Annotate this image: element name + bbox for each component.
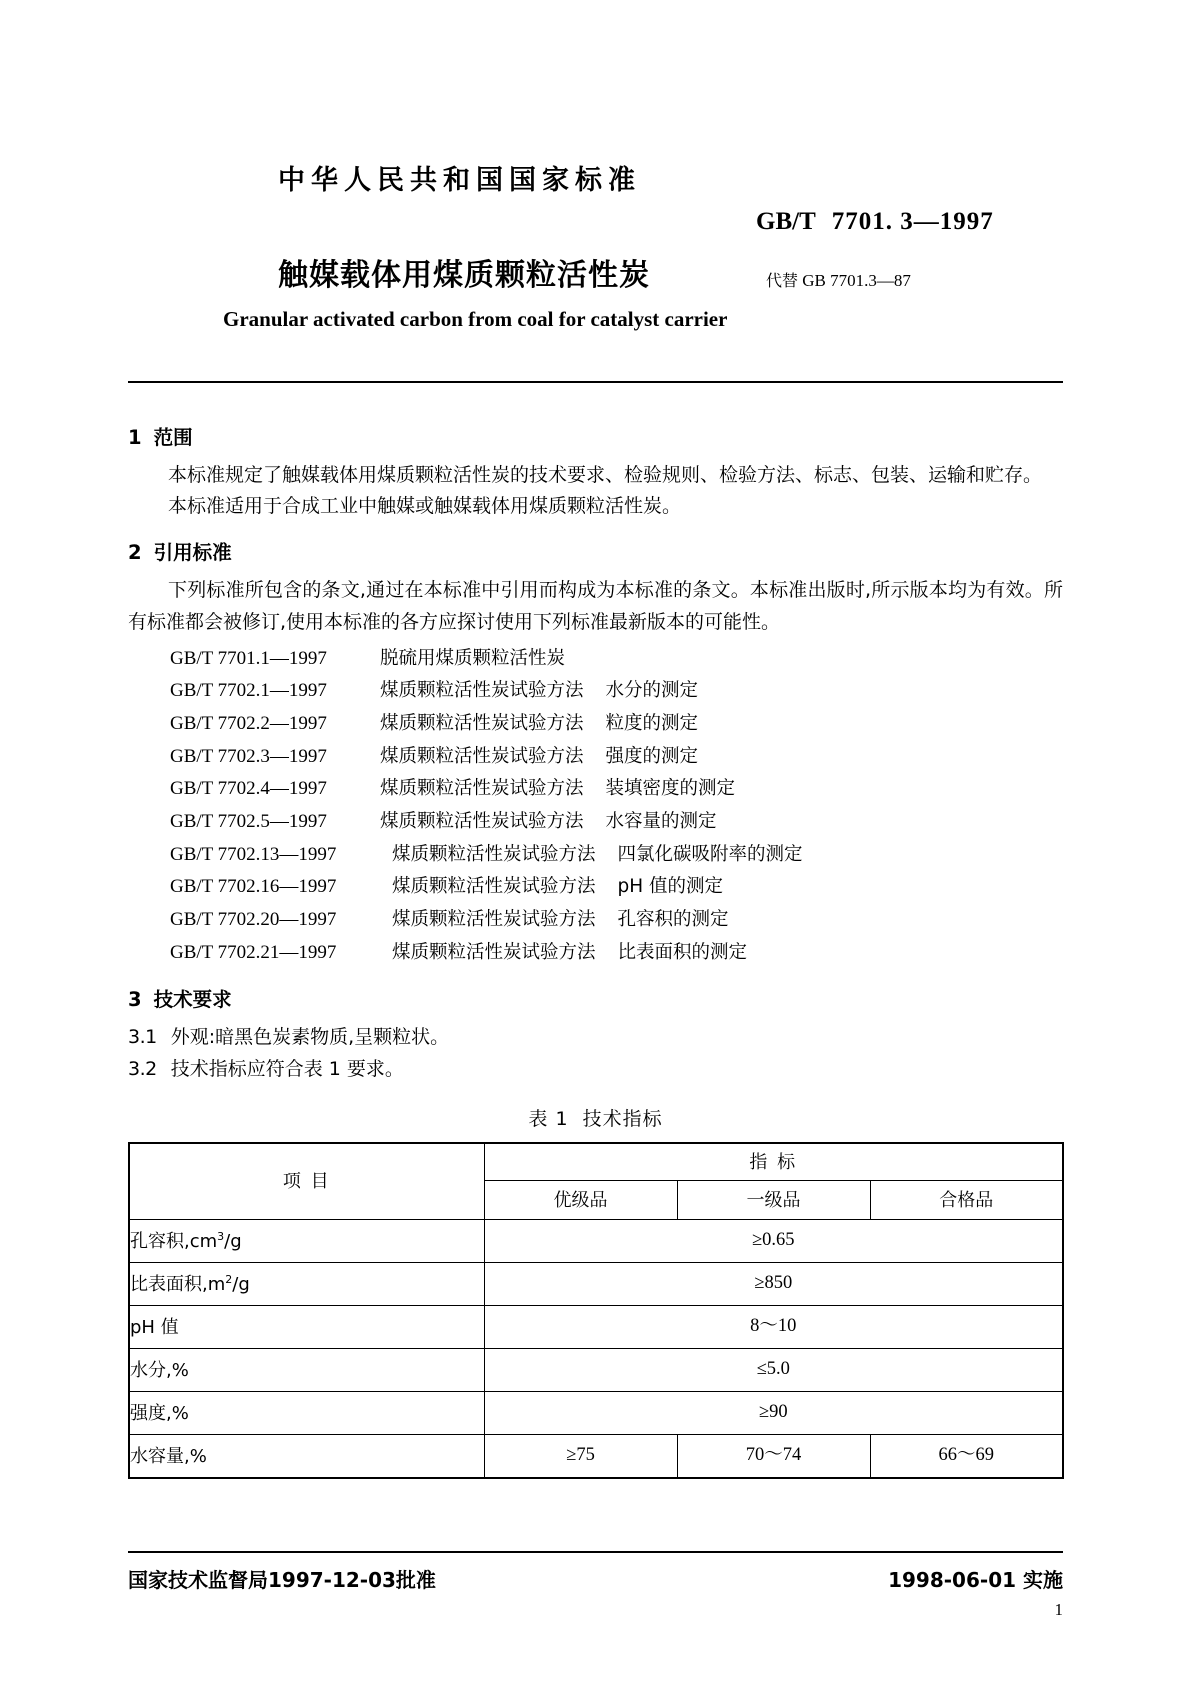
page-footer [128,1564,1063,1593]
table-row [129,1435,1063,1479]
clause-3-2-text: 技术指标应符合表 1 要求。 [170,1058,404,1081]
page-number: 1 [1054,1600,1063,1619]
technical-specification-table [128,1142,1064,1479]
document-body [128,408,1063,1479]
reference-title: 煤质颗粒活性炭试验方法 [392,843,596,865]
table-row [129,1220,1063,1263]
row-value-pore-volume: ≥0.65 [484,1220,1063,1263]
reference-subtitle: 装填密度的测定 [605,778,736,800]
list-item [128,806,1063,839]
reference-code: GB/T 7701.1—1997 [170,647,327,669]
standard-prefix: GB/T [756,208,816,235]
reference-code: GB/T 7702.13—1997 [170,843,337,865]
clause-3-1-number: 3.1 [128,1026,157,1049]
row-value-ph: 8～10 [484,1306,1063,1349]
table-row [129,1349,1063,1392]
reference-title: 煤质颗粒活性炭试验方法 [392,941,596,963]
header-divider [128,381,1063,383]
reference-title: 煤质颗粒活性炭试验方法 [392,876,596,898]
reference-subtitle: 水容量的测定 [605,811,717,833]
reference-code: GB/T 7702.16—1997 [170,876,337,898]
reference-code: GB/T 7702.3—1997 [170,745,327,767]
reference-code: GB/T 7702.20—1997 [170,909,337,931]
list-item [128,871,1063,904]
reference-title: 煤质颗粒活性炭试验方法 [380,811,584,833]
reference-code: GB/T 7702.1—1997 [170,680,327,702]
section-heading-2 [128,537,1063,569]
section-1-label: 范围 [153,426,193,449]
column-header-grade-premium: 优级品 [484,1181,677,1220]
reference-title: 煤质颗粒活性炭试验方法 [380,713,584,735]
referenced-standards-list [128,643,1063,970]
row-value-water-capacity-premium: ≥75 [484,1435,677,1479]
row-label-tail: /g [232,1273,250,1295]
row-label-ph: pH 值 [129,1306,484,1349]
list-item [128,904,1063,937]
standard-number-value: 7701. 3—1997 [831,208,994,235]
list-item [128,741,1063,774]
list-item [128,937,1063,970]
clause-3-2 [128,1053,1063,1085]
column-header-grade-qualified: 合格品 [870,1181,1063,1220]
footer-divider [128,1551,1063,1553]
column-header-item: 项 目 [129,1143,484,1220]
reference-subtitle: 粒度的测定 [605,713,699,735]
replaces-note [766,268,911,291]
row-value-surface-area: ≥850 [484,1263,1063,1306]
reference-title: 脱硫用煤质颗粒活性炭 [380,647,566,669]
row-label-superscript: 2 [225,1272,233,1286]
row-label-pore-volume [129,1220,484,1263]
table-header-row [129,1143,1063,1181]
row-value-moisture: ≤5.0 [484,1349,1063,1392]
reference-title: 煤质颗粒活性炭试验方法 [380,680,584,702]
reference-code: GB/T 7702.4—1997 [170,778,327,800]
reference-title: 煤质颗粒活性炭试验方法 [392,909,596,931]
row-label-text: 比表面积,m [130,1273,226,1295]
row-label-water-capacity: 水容量,% [129,1435,484,1479]
section-2-paragraph-1: 下列标准所包含的条文,通过在本标准中引用而构成为本标准的条文。本标准出版时,所示版本均为有效。所有标准都会被修订,使用本标准的各方应探讨使用下列标准最新版本的可能性。 [128,578,1063,633]
row-label-tail: /g [224,1230,242,1252]
reference-subtitle: 比表面积的测定 [617,941,748,963]
reference-code: GB/T 7702.21—1997 [170,941,337,963]
reference-code: GB/T 7702.5—1997 [170,811,327,833]
clause-3-2-number: 3.2 [128,1058,157,1081]
column-header-indicator: 指 标 [484,1143,1063,1181]
clause-3-1 [128,1021,1063,1053]
reference-code: GB/T 7702.2—1997 [170,713,327,735]
reference-subtitle: 四氯化碳吸附率的测定 [617,843,803,865]
section-3-label: 技术要求 [153,987,232,1011]
section-3-number: 3 [128,987,142,1011]
page-title-english: Granular activated carbon from coal for catalyst carrier [223,307,728,331]
column-header-grade-first: 一级品 [677,1181,870,1220]
section-1-number: 1 [128,426,142,449]
list-item [128,675,1063,708]
row-label-text: 孔容积,cm [130,1230,218,1252]
list-item [128,839,1063,872]
replaces-label: 代替 [766,271,799,290]
table-row [129,1306,1063,1349]
row-label-superscript: 3 [217,1229,225,1243]
table-row [129,1392,1063,1435]
clause-3-1-text: 外观:暗黑色炭素物质,呈颗粒状。 [170,1026,450,1049]
list-item [128,708,1063,741]
section-heading-3 [128,984,1063,1016]
section-1-paragraph-2: 本标准适用于合成工业中触媒或触媒载体用煤质颗粒活性炭。 [168,495,682,518]
standard-number [756,208,994,236]
reference-subtitle: 强度的测定 [605,745,699,767]
implementation-date: 1998-06-01 实施 [888,1568,1063,1592]
page-title: 触媒载体用煤质颗粒活性炭 [278,258,650,293]
replaces-code: GB 7701.3—87 [802,271,911,290]
table-caption-label: 表 1 [528,1107,569,1130]
row-value-water-capacity-qualified: 66～69 [870,1435,1063,1479]
approval-statement: 国家技术监督局1997-12-03批准 [128,1568,436,1592]
reference-subtitle: 水分的测定 [605,680,699,702]
reference-subtitle: 孔容积的测定 [617,909,729,931]
section-heading-1 [128,422,1063,454]
table-caption-title: 技术指标 [582,1107,663,1130]
section-1-paragraph-1: 本标准规定了触媒载体用煤质颗粒活性炭的技术要求、检验规则、检验方法、标志、包装、运输和贮存。 [168,463,1043,486]
issuing-organization: 中华人民共和国国家标准 [278,165,641,196]
list-item [128,773,1063,806]
reference-subtitle: pH 值的测定 [617,876,724,898]
row-label-surface-area [129,1263,484,1306]
table-row [129,1263,1063,1306]
standard-header [128,150,1063,365]
row-value-water-capacity-first: 70～74 [677,1435,870,1479]
reference-title: 煤质颗粒活性炭试验方法 [380,778,584,800]
row-label-moisture: 水分,% [129,1349,484,1392]
section-2-label: 引用标准 [153,541,232,565]
row-label-strength: 强度,% [129,1392,484,1435]
reference-title: 煤质颗粒活性炭试验方法 [380,745,584,767]
list-item [128,643,1063,676]
table-caption [128,1104,1063,1135]
row-value-strength: ≥90 [484,1392,1063,1435]
section-2-number: 2 [128,541,142,565]
